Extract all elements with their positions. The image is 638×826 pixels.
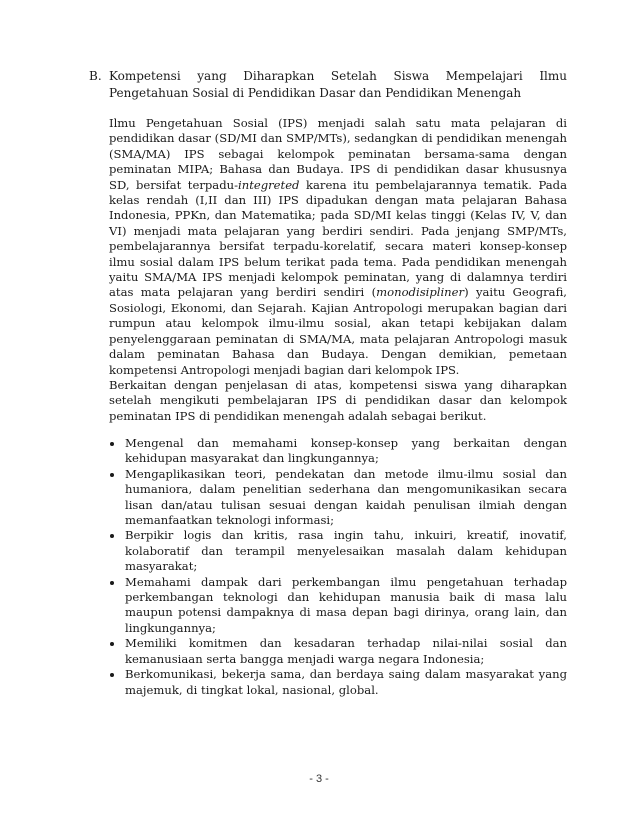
bullet-icon bbox=[110, 581, 114, 585]
list-item bbox=[109, 528, 567, 574]
paragraph-1-italic-term-2: monodisipliner bbox=[376, 285, 465, 300]
body-text bbox=[109, 116, 567, 424]
list-item bbox=[109, 667, 567, 698]
bullet-icon bbox=[110, 673, 114, 677]
list-item-text: Mengaplikasikan teori, pendekatan dan metode ilmu-ilmu sosial dan humaniora, dalam penelitian sederhana dan mengomunikasikan secara lisan dan/atau tulisan sesuai dengan kaidah penulisan ilmiah dengan memanfaatkan teknologi informasi; bbox=[125, 466, 567, 528]
bullet-icon bbox=[110, 534, 114, 538]
paragraph-1 bbox=[109, 116, 567, 378]
paragraph-1-text-c: ) yaitu Geografi, Sosiologi, Ekonomi, dan Sejarah. Kajian Antropologi merupakan bagian dari rumpun atau kelompok ilmu-ilmu sosial, akan tetapi kebijakan dalam penyelenggaraan peminatan di SMA/MA, mata pelajaran Antropologi masuk dalam peminatan Bahasa dan Budaya. Dengan demikian, pemetaan kompetensi Antropologi menjadi bagian dari kelompok IPS. bbox=[109, 285, 567, 377]
list-item bbox=[109, 467, 567, 529]
paragraph-1-text-a: Ilmu Pengetahuan Sosial (IPS) menjadi salah satu mata pelajaran di pendidikan dasar (SD/MI dan SMP/MTs), sedangkan di pendidikan menengah (SMA/MA) IPS sebagai kelompok peminatan bersama-sama dengan peminatan MIPA; Bahasa dan Budaya. IPS di pendidikan dasar khususnya SD, bersifat terpadu- bbox=[109, 116, 567, 192]
list-item-text: Memahami dampak dari perkembangan ilmu pengetahuan terhadap perkembangan teknologi dan kehidupan manusia baik di masa lalu maupun potensi dampaknya di masa depan bagi dirinya, orang lain, dan lingkungannya; bbox=[125, 574, 567, 635]
paragraph-1-italic-term: integreted bbox=[238, 177, 300, 192]
section-title: Kompetensi yang Diharapkan Setelah Siswa Mempelajari Ilmu Pengetahuan Sosial di Pendidikan Dasar dan Pendidikan Menengah bbox=[109, 69, 567, 100]
list-item bbox=[109, 436, 567, 467]
competency-list bbox=[109, 436, 567, 698]
list-item-text: Berkomunikasi, bekerja sama, dan berdaya saing dalam masyarakat yang majemuk, di tingkat lokal, nasional, global. bbox=[125, 667, 567, 697]
list-item-text: Memiliki komitmen dan kesadaran terhadap nilai-nilai sosial dan kemanusiaan serta bangga menjadi warga negara Indonesia; bbox=[125, 636, 567, 666]
list-item-text: Berpikir logis dan kritis, rasa ingin tahu, inkuiri, kreatif, inovatif, kolaboratif dan terampil menyelesaikan masalah dalam kehidupan masyarakat; bbox=[125, 528, 567, 574]
list-item bbox=[109, 575, 567, 637]
bullet-icon bbox=[110, 442, 114, 446]
paragraph-2: Berkaitan dengan penjelasan di atas, kompetensi siswa yang diharapkan setelah mengikuti pembelajaran IPS di pendidikan dasar dan kelompok peminatan IPS di pendidikan menengah adalah sebagai berikut. bbox=[109, 377, 567, 423]
list-item-text: Mengenal dan memahami konsep-konsep yang berkaitan dengan kehidupan masyarakat dan lingkungannya; bbox=[125, 436, 567, 466]
list-item bbox=[109, 636, 567, 667]
bullet-icon bbox=[110, 642, 114, 646]
bullet-icon bbox=[110, 473, 114, 477]
section-letter: B. bbox=[89, 69, 102, 83]
paragraph-1-text-b: karena itu pembelajarannya tematik. Pada kelas rendah (I,II dan III) IPS dipadukan dengan mata pelajaran Bahasa Indonesia, PPKn, dan Matematika; pada SD/MI kelas tinggi (Kelas IV, V, dan VI) menjadi mata pelajaran yang berdiri sendiri. Pada jenjang SMP/MTs, pembelajarannya bersifat terpadu-korelatif, secara materi konsep-konsep ilmu sosial dalam IPS belum terikat pada tema. Pada pendidikan menengah yaitu SMA/MA IPS menjadi kelompok peminatan, yang di dalamnya terdiri atas mata pelajaran yang berdiri sendiri ( bbox=[109, 177, 567, 300]
page-number: - 3 - bbox=[309, 773, 329, 785]
